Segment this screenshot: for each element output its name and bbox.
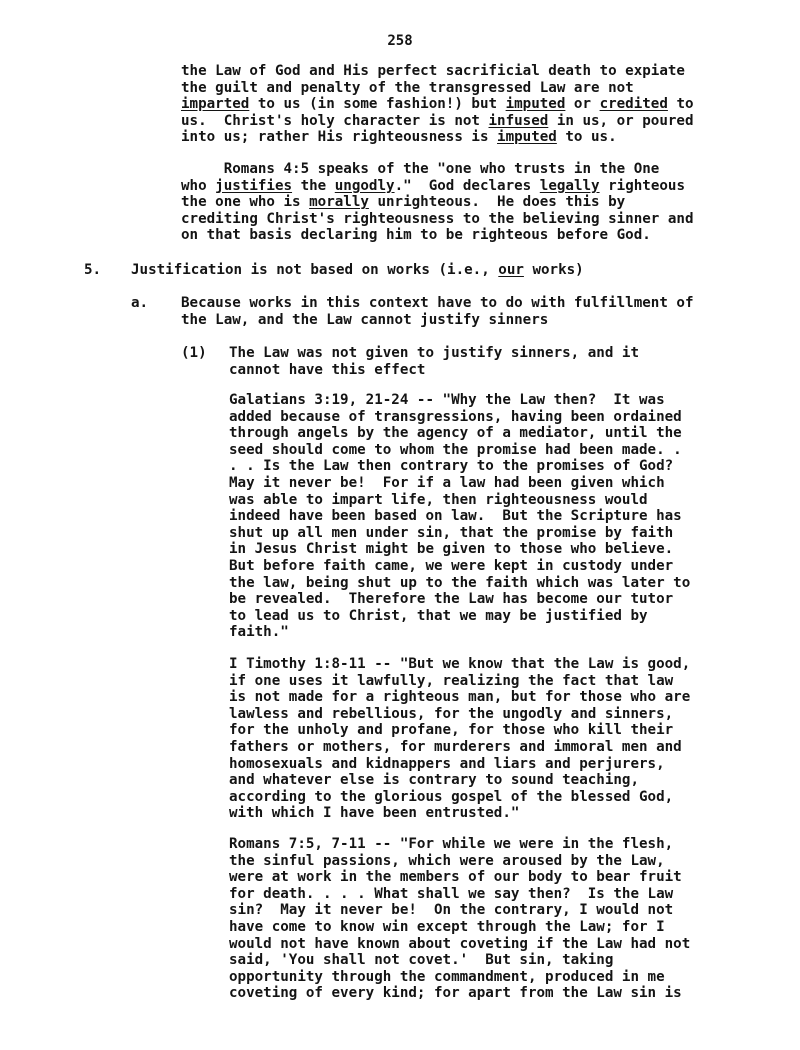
text-segment: in Jesus Christ might be given to those who believe. (229, 541, 674, 558)
text-line (181, 312, 694, 329)
text-segment: Because works in this context have to do with fulfillment of (181, 295, 694, 311)
text-segment: shut up all men under sin, that the promise by faith (229, 524, 674, 541)
text-segment: for the unholy and profane, for those who kill their (229, 722, 674, 739)
text-segment: I Timothy 1:8-11 -- "But we know that the Law is good, (229, 656, 691, 672)
text-segment: said, 'You shall not covet.' But sin, taking (229, 952, 614, 969)
text-line (131, 262, 584, 279)
text-segment: May it never be! For if a law had been given which (229, 474, 665, 491)
text-segment: faith." (229, 624, 289, 641)
text-line (181, 161, 694, 178)
text-segment: added because of transgressions, having been ordained (229, 408, 682, 425)
text-line (229, 836, 690, 853)
text-segment: Romans 4:5 speaks of the "one who trusts in the One (181, 161, 660, 177)
text-segment: Galatians 3:19, 21-24 -- "Why the Law then? It was (229, 392, 665, 408)
text-line (229, 936, 690, 953)
text-line (229, 541, 690, 558)
text-line (229, 902, 690, 919)
text-segment: the Law, and the Law cannot justify sinners (181, 311, 549, 328)
text-line (181, 63, 694, 80)
underlined-word: imparted (181, 96, 250, 113)
text-segment: who (181, 177, 216, 194)
underlined-word: imputed (497, 129, 557, 146)
underlined-word: morally (309, 194, 369, 211)
text-line (181, 178, 694, 195)
text-line (181, 129, 694, 146)
text-line (229, 608, 690, 625)
text-line (181, 80, 694, 97)
text-line (229, 869, 690, 886)
underlined-word: credited (599, 96, 668, 113)
point-1-label: (1) (181, 345, 207, 361)
text-line (229, 624, 690, 641)
text-segment: according to the glorious gospel of the blessed God, (229, 788, 674, 805)
text-segment: would not have known about coveting if the Law had not (229, 935, 691, 952)
text-segment: The Law was not given to justify sinners, and it (229, 345, 639, 361)
text-segment: lawless and rebellious, for the ungodly and sinners, (229, 705, 674, 722)
text-segment: with which I have been entrusted." (229, 805, 520, 822)
text-segment: and whatever else is contrary to sound teaching, (229, 772, 639, 789)
intro-paragraph (181, 63, 694, 146)
text-segment: Romans 7:5, 7-11 -- "For while we were in the flesh, (229, 836, 674, 852)
point-a-text (181, 295, 694, 328)
text-line (229, 853, 690, 870)
text-line (229, 656, 690, 673)
text-segment: us. Christ's holy character is not (181, 112, 489, 129)
text-segment: to (667, 96, 694, 113)
text-segment: Justification is not based on works (i.e., (131, 262, 499, 278)
text-segment: the one who is (181, 194, 310, 211)
text-segment: have come to know win except through the Law; for I (229, 918, 665, 935)
text-segment: . . Is the Law then contrary to the promises of God? (229, 458, 674, 475)
romans-4-5-paragraph (181, 161, 694, 244)
timothy-quote (229, 656, 690, 822)
text-line (229, 525, 690, 542)
text-segment: for death. . . . What shall we say then? Is the Law (229, 885, 674, 902)
text-line (229, 362, 639, 379)
text-segment: indeed have been based on law. But the Scripture has (229, 508, 682, 525)
underlined-word: imputed (505, 96, 566, 113)
text-segment: unrighteous. He does this by (368, 194, 626, 211)
text-segment: in us, or poured (548, 112, 694, 129)
text-line (229, 492, 690, 509)
text-line (229, 409, 690, 426)
text-segment: through angels by the agency of a mediator, until the (229, 425, 682, 442)
text-line (229, 919, 690, 936)
point-5-heading (131, 262, 584, 279)
text-line (181, 96, 694, 113)
text-segment: is not made for a righteous man, but for those who are (229, 689, 691, 706)
text-segment: ." God declares (394, 177, 540, 194)
text-segment: works) (523, 262, 584, 278)
text-line (229, 689, 690, 706)
text-line (229, 591, 690, 608)
text-line (229, 789, 690, 806)
text-line (181, 113, 694, 130)
text-segment: into us; rather His righteousness is (181, 129, 498, 146)
text-line (229, 425, 690, 442)
text-line (229, 985, 690, 1002)
text-line (229, 392, 690, 409)
text-line (181, 194, 694, 211)
galatians-quote (229, 392, 690, 641)
text-line (229, 805, 690, 822)
point-1-text (229, 345, 639, 378)
text-line (229, 558, 690, 575)
text-line (181, 211, 694, 228)
text-line (229, 475, 690, 492)
underlined-word: our (498, 262, 524, 278)
underlined-word: infused (488, 112, 549, 129)
text-segment: crediting Christ's righteousness to the believing sinner and (181, 210, 694, 227)
text-segment: coveting of every kind; for apart from the Law sin is (229, 985, 682, 1002)
text-line (229, 575, 690, 592)
text-line (229, 969, 690, 986)
text-segment: to lead us to Christ, that we may be justified by (229, 607, 648, 624)
point-a-label: a. (131, 295, 149, 311)
text-segment: on that basis declaring him to be righteous before God. (181, 227, 651, 244)
text-segment: righteous (599, 177, 685, 194)
text-line (229, 442, 690, 459)
text-segment: was able to impart life, then righteousness would (229, 491, 648, 508)
text-line (229, 673, 690, 690)
text-segment: or (565, 96, 600, 113)
text-segment: fathers or mothers, for murderers and immoral men and (229, 738, 682, 755)
text-segment: sin? May it never be! On the contrary, I would not (229, 902, 674, 919)
text-segment: seed should come to whom the promise had been made. . (229, 441, 682, 458)
text-line (229, 886, 690, 903)
text-line (229, 739, 690, 756)
text-line (229, 952, 690, 969)
text-line (229, 508, 690, 525)
text-line (229, 345, 639, 362)
text-segment: if one uses it lawfully, realizing the fact that law (229, 672, 674, 689)
page-number: 258 (387, 33, 413, 49)
text-line (181, 227, 694, 244)
text-segment: the (292, 177, 335, 194)
underlined-word: legally (539, 177, 600, 194)
text-segment: But before faith came, we were kept in custody under (229, 557, 674, 574)
underlined-word: justifies (215, 177, 293, 194)
text-segment: be revealed. Therefore the Law has become our tutor (229, 591, 674, 608)
text-segment: homosexuals and kidnappers and liars and perjurers, (229, 755, 665, 772)
underlined-word: ungodly (334, 177, 395, 194)
text-segment: the law, being shut up to the faith which was later to (229, 574, 691, 591)
text-segment: the Law of God and His perfect sacrificial death to expiate (181, 63, 685, 79)
text-segment: cannot have this effect (229, 361, 426, 378)
text-segment: to us. (556, 129, 617, 146)
text-line (181, 295, 694, 312)
point-5-label: 5. (84, 262, 102, 278)
text-line (229, 722, 690, 739)
text-segment: the guilt and penalty of the transgressed Law are not (181, 79, 634, 96)
romans-7-quote (229, 836, 690, 1002)
text-line (229, 772, 690, 789)
text-segment: opportunity through the commandment, produced in me (229, 968, 665, 985)
text-line (229, 706, 690, 723)
text-line (229, 458, 690, 475)
text-line (229, 756, 690, 773)
text-segment: to us (in some fashion!) but (249, 96, 506, 113)
text-segment: the sinful passions, which were aroused by the Law, (229, 852, 665, 869)
text-segment: were at work in the members of our body to bear fruit (229, 869, 682, 886)
